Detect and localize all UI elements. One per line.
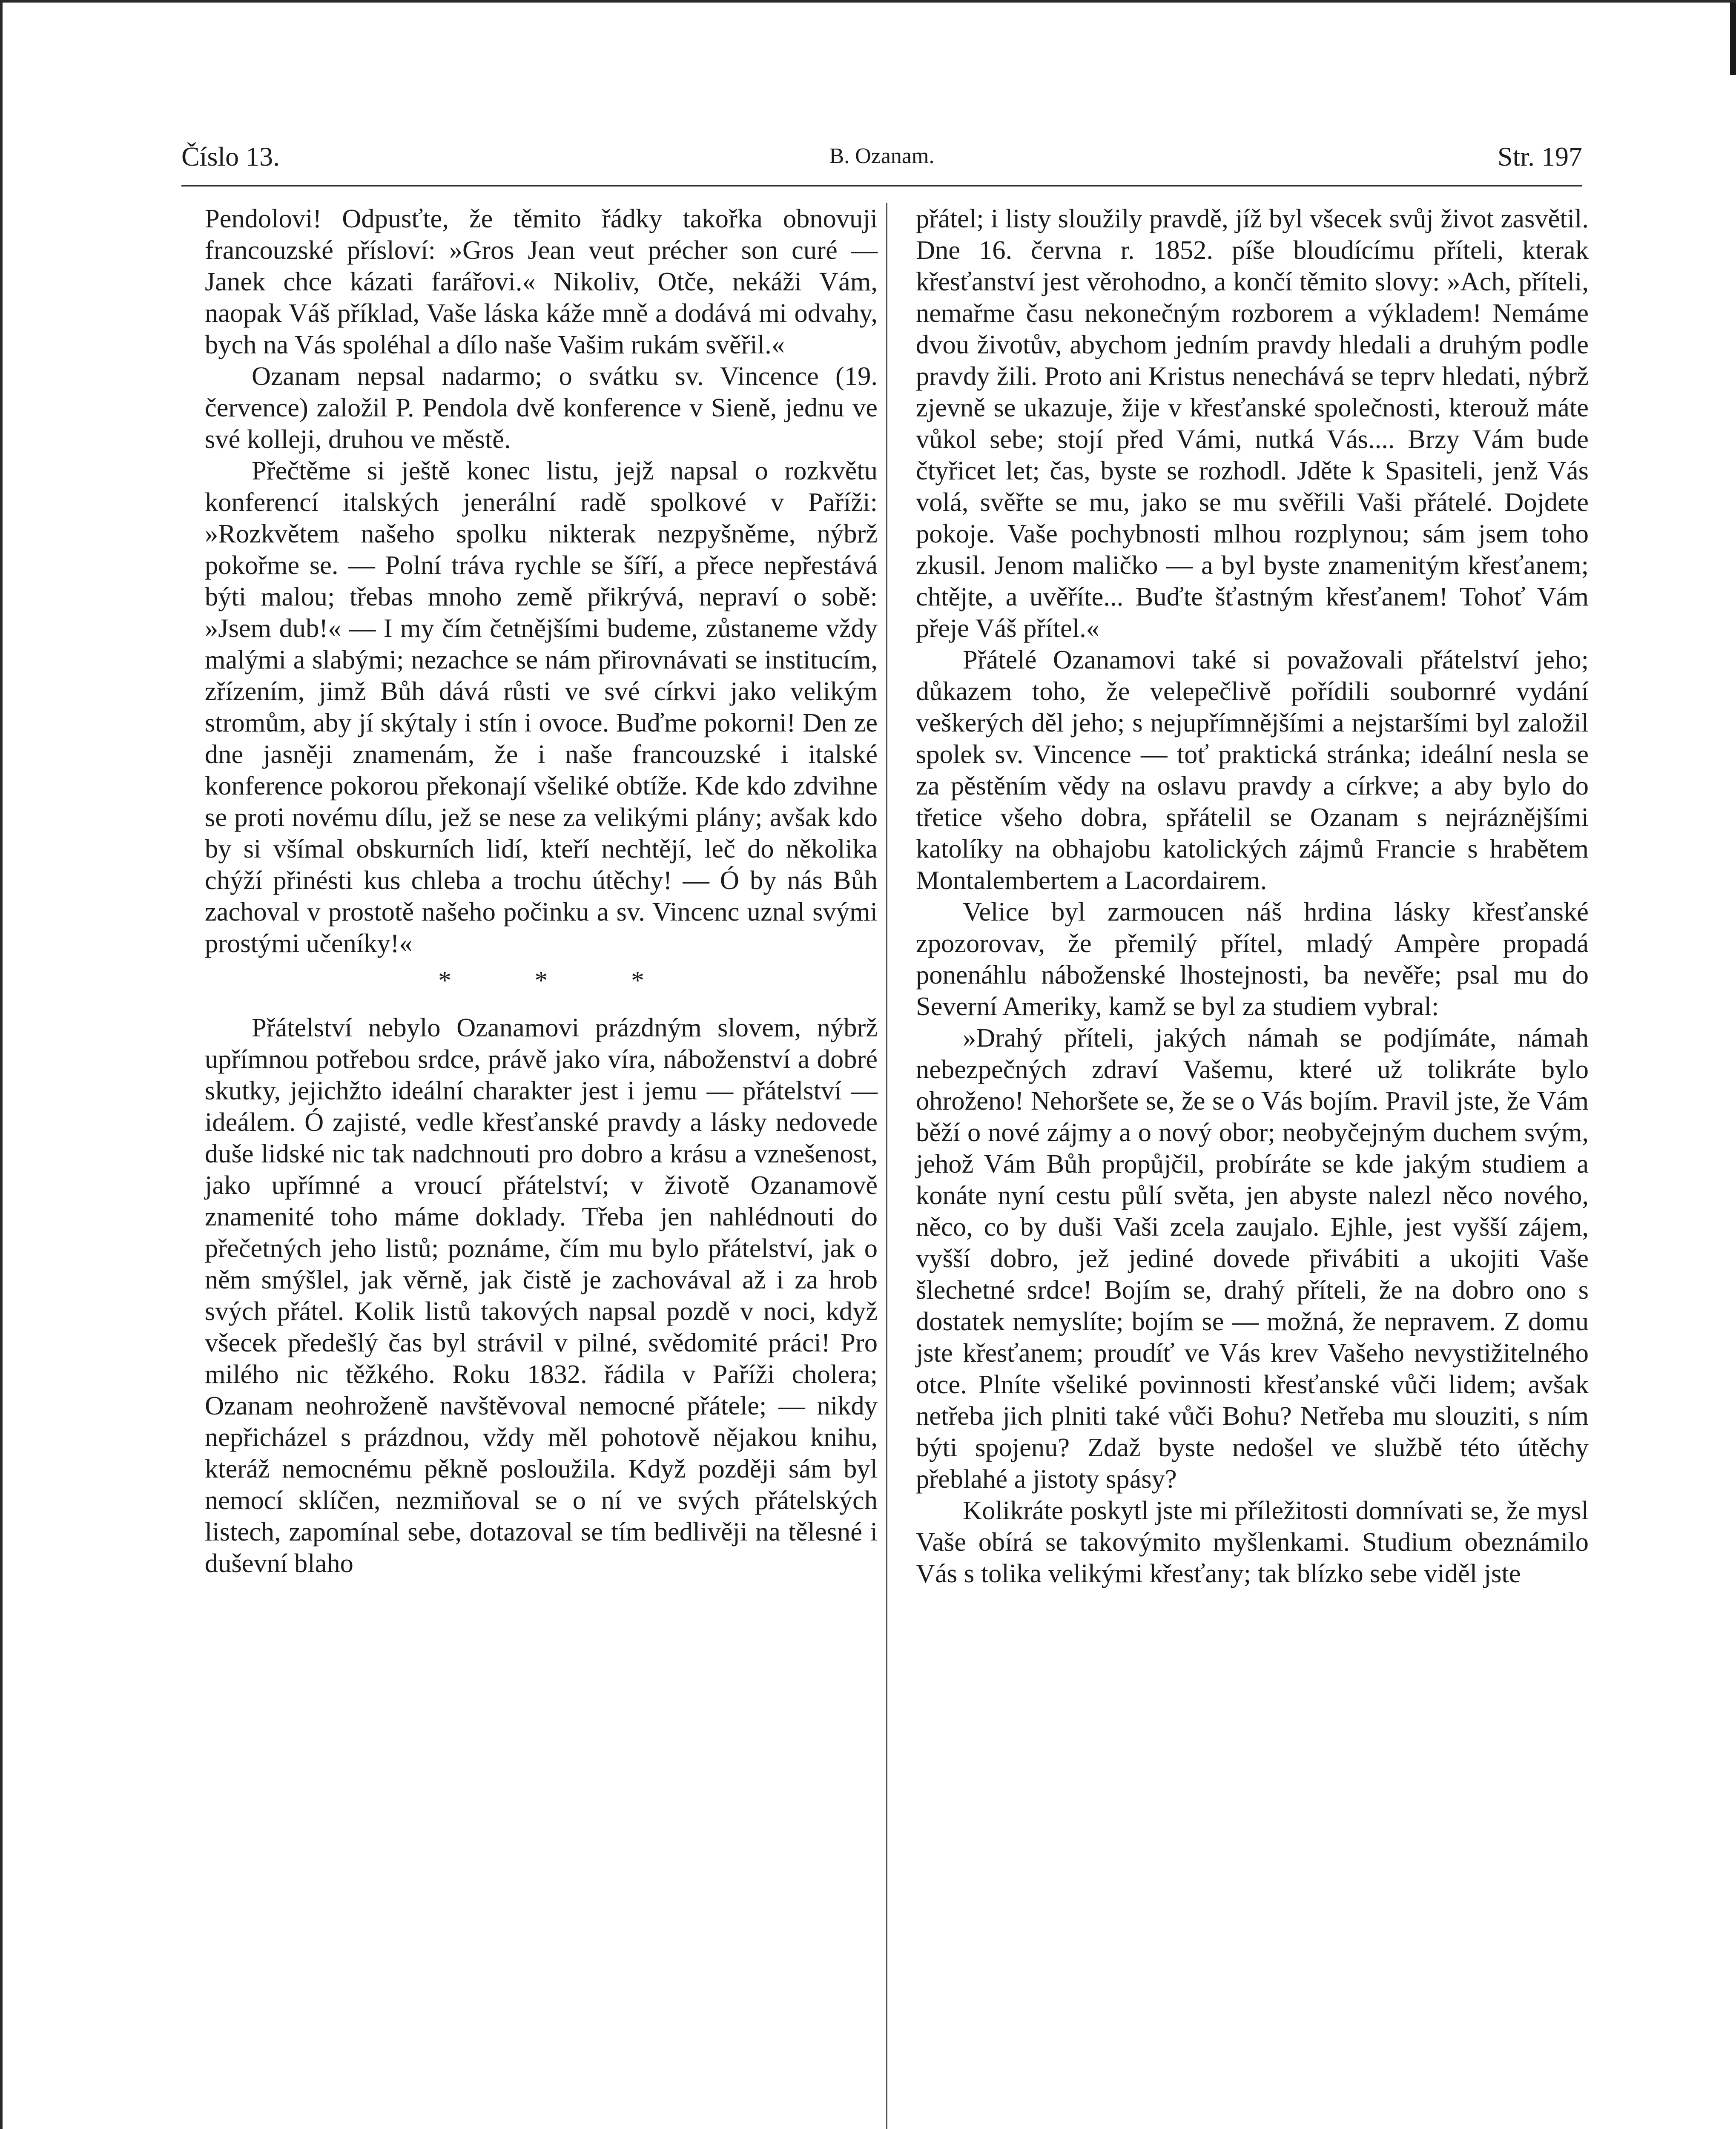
section-separator: * * * — [438, 966, 683, 995]
paragraph: »Drahý příteli, jakých námah se podjímáte, námah nebezpečných zdraví Vašemu, které už tolikráte bylo ohroženo! Nehoršete se, že se o Vás bojím. Pravil jste, že Vám běží o nové zájmy a o nový obor; neobyčejným duchem svým, jehož Vám Bůh propůjčil, probíráte se kde jakým studiem a konáte nyní cestu půlí světa, jen abyste nalezl něco nového, něco, co by duši Vaši zcela zaujalo. Ejhle, jest vyšší zájem, vyšší dobro, jež jediné dovede přivábiti a ukojiti Vaše šlechetné srdce! Bojím se, drahý příteli, že na dobro ono s dostatek nemyslíte; bojím se — možná, že nepravem. Z domu jste křesťanem; proudíť ve Vás krev Vašeho nevystižitelného otce. Plníte všeliké povinnosti křesťanské vůči lidem; avšak netřeba jich plniti také vůči Bohu? Netřeba mu slouziti, s ním býti spojenu? Zdaž byste nedošel ve službě této útěchy přeblahé a jistoty spásy? — [916, 1023, 1589, 1494]
paragraph: Ozanam nepsal nadarmo; o svátku sv. Vincence (19. července) založil P. Pendola dvě konference v Sieně, jednu ve své kolleji, druhou ve městě. — [205, 361, 878, 454]
paragraph: přátel; i listy sloužily pravdě, jíž byl všecek svůj život zasvětil. Dne 16. června r. 1852. píše bloudícímu příteli, kterak křesťanství jest věrohodno, a končí těmito slovy: »Ach, příteli, nemařme času nekonečným rozborem a výkladem! Nemáme dvou životův, abychom jedním pravdy hledali a druhým podle pravdy žili. Proto ani Kristus nenechává se teprv hledati, nýbrž zjevně se ukazuje, žije v křesťanské společnosti, kterouž máte vůkol sebe; stojí před Vámi, nutká Vás.... Brzy Vám bude čtyřicet let; čas, byste se rozhodl. Jděte k Spasiteli, jenž Vás volá, svěřte se mu, jako se mu svěřili Vaši přátelé. Dojdete pokoje. Vaše pochybnosti mlhou rozplynou; sám jsem toho zkusil. Jenom maličko — a byl byste znamenitým křesťanem; chtějte, a uvěříte... Buďte šťastným křesťanem! Tohoť Vám přeje Váš přítel.« — [916, 204, 1589, 643]
issue-number: Číslo 13. — [181, 141, 280, 172]
paragraph: Přečtěme si ještě konec listu, jejž napsal o rozkvětu konferencí italských jenerální radě spolkové v Paříži: »Rozkvětem našeho spolku nikterak nezpyšněme, nýbrž pokořme se. — Polní tráva rychle se šíří, a přece nepřestává býti malou; třebas mnoho země přikrývá, nepraví o sobě: »Jsem dub!« — I my čím četnějšími budeme, zůstaneme vždy malými a slabými; nezachce se nám přirovnávati se institucím, zřízením, jimž Bůh dává růsti ve své církvi jako velikým stromům, aby jí skýtaly i stín i ovoce. Buďme pokorni! Den ze dne jasněji znamenám, že i naše francouzské i italské konference pokorou překonají všeliké obtíže. Kde kdo zdvihne se proti novému dílu, jež se nese za velikými plány; avšak kdo by si všímal obskurních lidí, kteří nechtějí, leč do několika chýží přinésti kus chleba a trochu útěchy! — Ó by nás Bůh zachoval v prostotě našeho počinku a sv. Vincenc uznal svými prostými učeníky!« — [205, 456, 878, 958]
paragraph: Kolikráte poskytl jste mi příležitosti domnívati se, že mysl Vaše obírá se takovýmito myšlenkami. Studium obeznámilo Vás s tolika velikými křesťany; tak blízko sebe viděl jste — [916, 1495, 1589, 1588]
page-header — [181, 141, 1582, 179]
page-number: Str. 197 — [1497, 141, 1582, 172]
paragraph: Pendolovi! Odpusťte, že těmito řádky takořka obnovuji francouzské přísloví: »Gros Jean veut précher son curé — Janek chce kázati farářovi.« Nikoliv, Otče, nekáži Vám, naopak Váš příklad, Vaše láska káže mně a dodává mi odvahy, bych na Vás spoléhal a dílo naše Vašim rukám svěřil.« — [205, 204, 878, 359]
paragraph: Přátelství nebylo Ozanamovi prázdným slovem, nýbrž upřímnou potřebou srdce, právě jako víra, náboženství a dobré skutky, jejichžto ideální charakter jest i jemu — přátelství — ideálem. Ó zajisté, vedle křesťanské pravdy a lásky nedovede duše lidské nic tak nadchnouti pro dobro a krásu a vznešenost, jako upřímné a vroucí přátelství; v životě Ozanamově znamenité toho máme doklady. Třeba jen nahlédnouti do přečetných jeho listů; poznáme, čím mu bylo přátelství, jak o něm smýšlel, jak věrně, jak čistě je zachovával až i za hrob svých přátel. Kolik listů takových napsal pozdě v noci, když všecek předešlý čas byl strávil v pilné, svědomité práci! Pro milého nic těžkého. Roku 1832. řádila v Paříži cholera; Ozanam neohroženě navštěvoval nemocné přátele; — nikdy nepřicházel s prázdnou, vždy měl pohotově nějakou knihu, kteráž nemocnému pěkně posloužila. Když později sám byl nemocí sklíčen, nezmiňoval se o ní ve svých přátelských listech, zapomínal sebe, dotazoval se tím bedlivěji na tělesné i duševní blaho — [205, 1013, 878, 1578]
binding-edge-mark — [1730, 3, 1736, 75]
paragraph: Přátelé Ozanamovi také si považovali přátelství jeho; důkazem toho, že velepečlivě pořídili soubornré vydání veškerých děl jeho; s nejupřímnějšími a nejstaršími byl založil spolek sv. Vincence — toť praktická stránka; ideální nesla se za pěstěním vědy na oslavu pravdy a církve; a aby bylo do třetice všeho dobra, spřátelil se Ozanam s nejráznějšími katolíky na obhajobu katolických zájmů Francie s hrabětem Montalembertem a Lacordairem. — [916, 645, 1589, 895]
right-column — [916, 203, 1589, 2129]
paragraph: Velice byl zarmoucen náš hrdina lásky křesťanské zpozorovav, že přemilý přítel, mladý Ampère propadá ponenáhlu náboženské lhostejnosti, ba nevěře; psal mu do Severní Ameriky, kamž se byl za studiem vybral: — [916, 897, 1589, 1021]
running-title: B. Ozanam. — [829, 144, 935, 168]
column-divider — [886, 203, 887, 2129]
header-rule — [181, 185, 1582, 187]
left-column — [205, 203, 878, 2129]
